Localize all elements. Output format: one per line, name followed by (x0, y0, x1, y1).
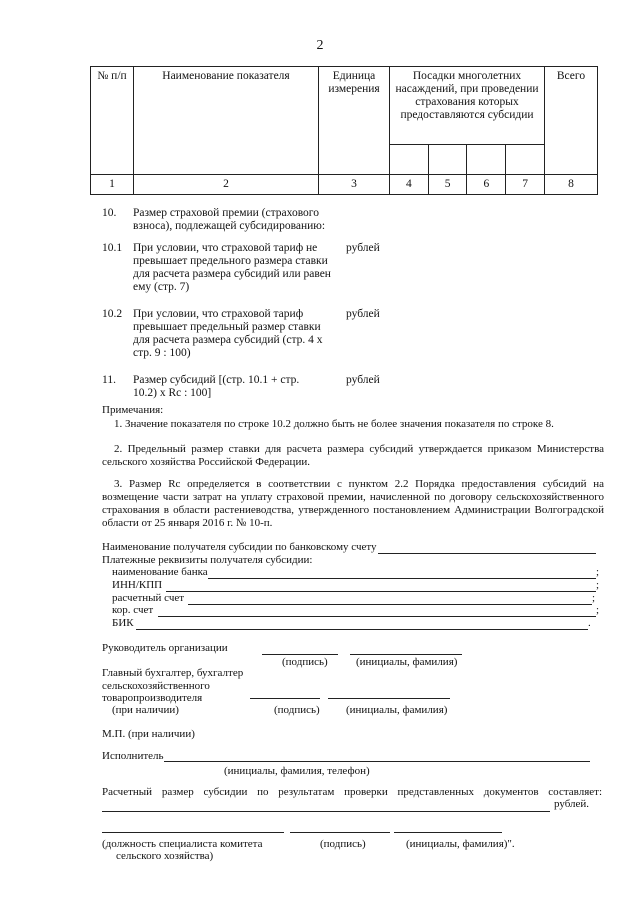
row-11-text: Размер субсидий [(стр. 10.1 + стр. 10.2) х Rc : 100] (133, 374, 300, 399)
head-initials-line[interactable] (350, 654, 462, 655)
accountant-label-1: Главный бухгалтер, бухгалтер (102, 667, 244, 679)
sub-col-4 (390, 145, 429, 175)
bank-recipient-line[interactable] (378, 553, 596, 554)
final-signature-line[interactable] (290, 832, 390, 833)
bank-name-label: наименование банка (112, 566, 208, 578)
executor-line[interactable] (164, 761, 590, 762)
inn-line[interactable] (166, 591, 596, 592)
calc-text: Расчетный размер субсидии по результатам проверки представленных документов составляет: (102, 786, 602, 798)
row-10-2-text: При условии, что страховой тариф превышает предельный размер ставки для расчета размера субсидий (стр. 4 х стр. 9 : 100) (133, 308, 323, 359)
sub-col-5 (428, 145, 467, 175)
accountant-initials-line[interactable] (328, 698, 450, 699)
notes-title: Примечания: (102, 404, 164, 416)
col-unit: Единица измерения (319, 67, 390, 175)
semicolon: ; (596, 566, 600, 578)
col-total: Всего (545, 67, 598, 175)
position-caption-1: (должность специалиста комитета (102, 838, 263, 850)
num-8: 8 (545, 175, 598, 195)
sub-col-7 (506, 145, 545, 175)
row-10-1-unit: рублей (346, 242, 380, 254)
stamp-label: М.П. (при наличии) (102, 728, 195, 740)
num-4: 4 (390, 175, 429, 195)
accountant-label-2: сельскохозяйственного (102, 680, 210, 692)
calc-amount-line[interactable] (102, 811, 550, 812)
row-10-num: 10. (102, 207, 117, 219)
accountant-signature-line[interactable] (250, 698, 320, 699)
account-label: расчетный счет (112, 592, 185, 604)
semicolon: ; (592, 592, 596, 604)
head-label: Руководитель организации (102, 642, 228, 654)
num-1: 1 (91, 175, 134, 195)
sub-col-6 (467, 145, 506, 175)
note-2: 2. Предельный размер ставки для расчета размера субсидий утверждается приказом Министерства сельского хозяйства Российской Федерации. (102, 443, 604, 468)
note-3: 3. Размер Rc определяется в соответствии с пунктом 2.2 Порядка предоставления субсидий на возмещение части затрат на уплату страховой премии, начисленной по договору сельскохозяйственного страхования в области растениеводства, утвержденного постановлением Администрации Волгоградской области от 25 января 2016 г. № 10-п. (102, 478, 604, 529)
position-caption-2: сельского хозяйства) (116, 850, 214, 862)
bank-name-line[interactable] (208, 578, 596, 579)
corr-label: кор. счет (112, 604, 154, 616)
bank-recipient-label: Наименование получателя субсидии по банковскому счету (102, 541, 377, 553)
position-line[interactable] (102, 832, 284, 833)
accountant-if-any: (при наличии) (112, 704, 179, 716)
num-6: 6 (467, 175, 506, 195)
accountant-initials-caption: (инициалы, фамилия) (346, 704, 448, 716)
col-plantings: Посадки многолетних насаждений, при проведении страхования которых предоставляются субсидии (390, 67, 545, 145)
col-name: Наименование показателя (134, 67, 319, 175)
head-signature-caption: (подпись) (282, 656, 328, 668)
header-table (90, 66, 598, 195)
row-10-2-unit: рублей (346, 308, 380, 320)
final-signature-caption: (подпись) (320, 838, 366, 850)
row-10-1-num: 10.1 (102, 242, 123, 254)
accountant-signature-caption: (подпись) (274, 704, 320, 716)
row-10-text: Размер страховой премии (страхового взноса), подлежащей субсидированию: (133, 207, 326, 232)
col-no: № п/п (91, 67, 134, 175)
note-1: 1. Значение показателя по строке 10.2 должно быть не более значения показателя по строке 8. (114, 418, 554, 430)
corr-line[interactable] (158, 616, 596, 617)
num-7: 7 (506, 175, 545, 195)
final-initials-caption: (инициалы, фамилия)". (406, 838, 515, 850)
row-11-num: 11. (102, 374, 116, 386)
num-5: 5 (428, 175, 467, 195)
bik-line[interactable] (136, 629, 588, 630)
semicolon: ; (596, 579, 600, 591)
accountant-label-3: товаропроизводителя (102, 692, 203, 704)
account-line[interactable] (188, 604, 592, 605)
calc-rub: рублей. (554, 798, 590, 810)
page-number: 2 (316, 38, 324, 53)
row-10-1-text: При условии, что страховой тариф не превышает предельного размера ставки для расчета размера субсидий или равен ему (стр. 7) (133, 242, 331, 293)
period: . (588, 617, 591, 629)
num-3: 3 (319, 175, 390, 195)
bank-details-label: Платежные реквизиты получателя субсидии: (102, 554, 313, 566)
semicolon: ; (596, 604, 600, 616)
bik-label: БИК (112, 617, 134, 629)
inn-label: ИНН/КПП (112, 579, 163, 591)
num-2: 2 (134, 175, 319, 195)
head-signature-line[interactable] (262, 654, 338, 655)
head-initials-caption: (инициалы, фамилия) (356, 656, 458, 668)
final-initials-line[interactable] (394, 832, 502, 833)
executor-caption: (инициалы, фамилия, телефон) (224, 765, 370, 777)
row-10-2-num: 10.2 (102, 308, 123, 320)
executor-label: Исполнитель (102, 750, 164, 762)
row-11-unit: рублей (346, 374, 380, 386)
